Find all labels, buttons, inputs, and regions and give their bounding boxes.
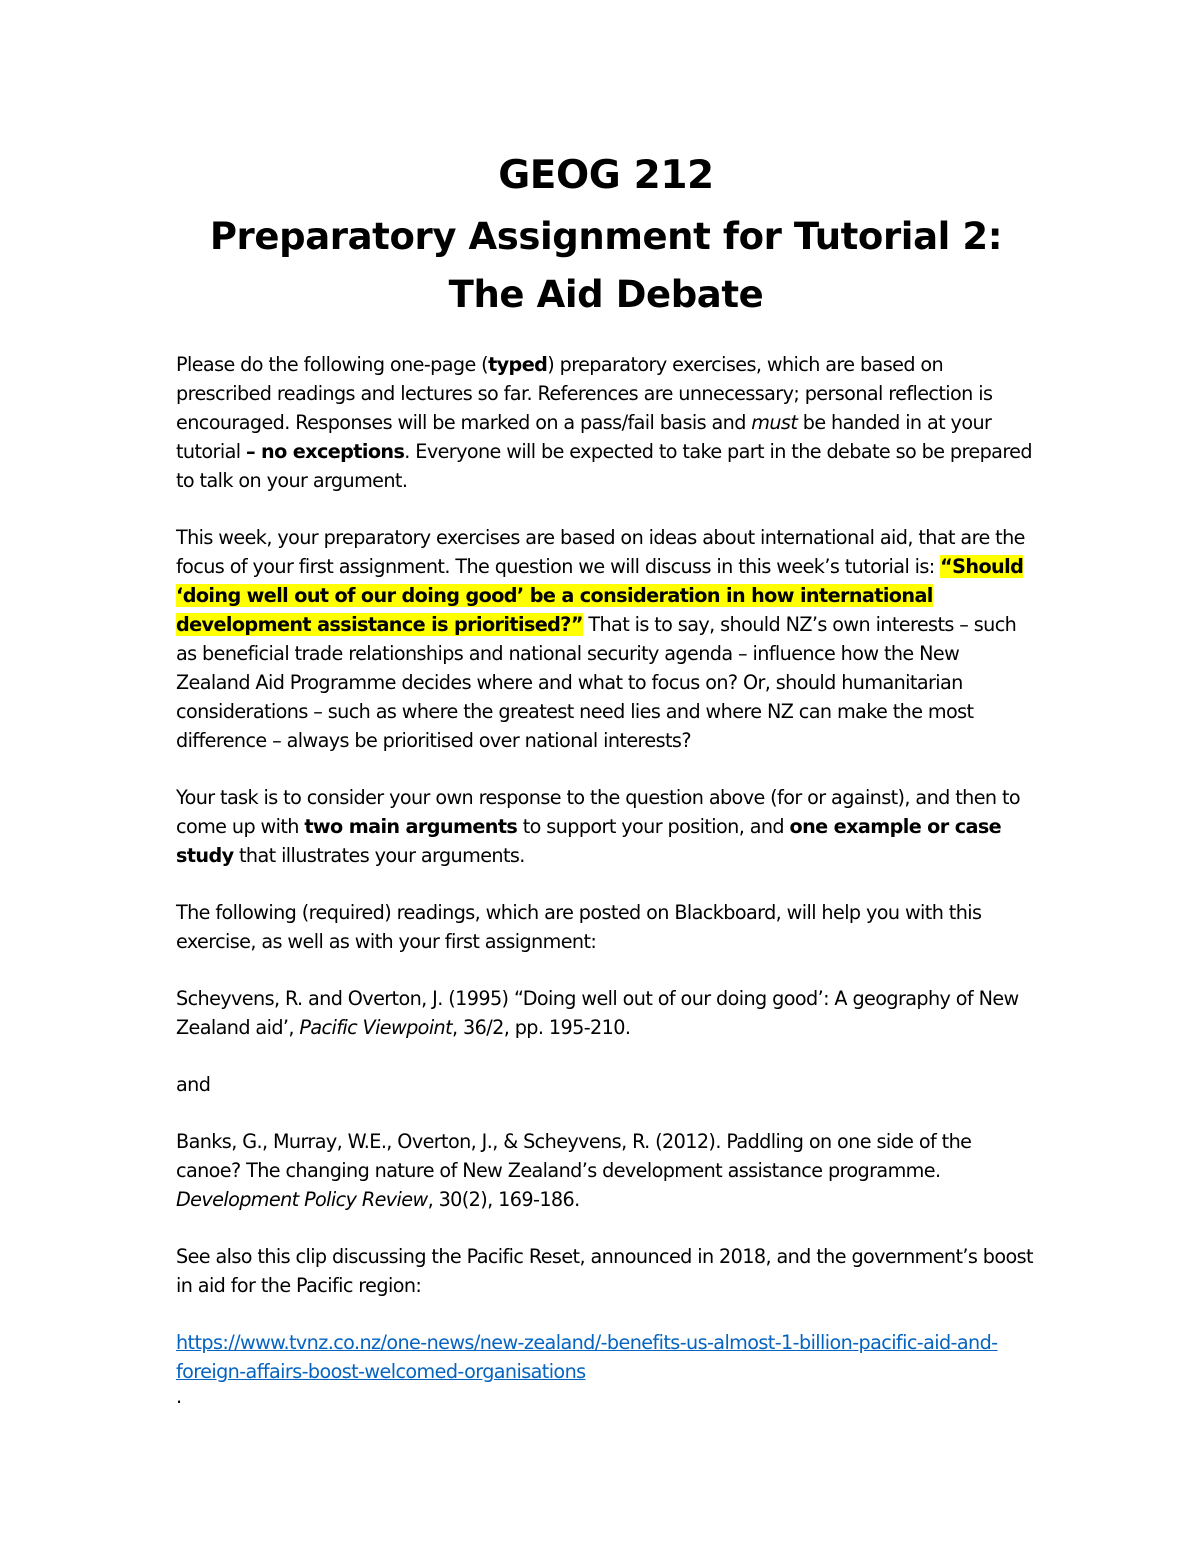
- text-run: that illustrates your arguments.: [233, 844, 525, 867]
- text-run: be handed in at your tutorial: [176, 411, 992, 463]
- text-run: Your task is to consider your own response to the question above (for or against), and then to come up with: [176, 786, 1021, 838]
- document-body: [176, 150, 1036, 1411]
- reference-2: [176, 1127, 1036, 1214]
- text-run: Scheyvens, R. and Overton, J. (1995) “Doing well out of our doing good’: A geography of New Zealand aid’,: [176, 987, 1019, 1039]
- text-run-bold: two main arguments: [304, 815, 518, 838]
- question-paragraph: [176, 523, 1036, 755]
- text-run-bold: typed: [488, 353, 548, 376]
- task-paragraph: [176, 783, 1036, 870]
- tvnz-link[interactable]: https://www.tvnz.co.nz/one-news/new-zealand/-benefits-us-almost-1-billion-pacific-aid-and-foreign-affairs-boost-welcomed-organisations: [176, 1331, 998, 1383]
- text-run: . Everyone will be expected to take part in the debate so be prepared to talk on your argument.: [176, 440, 1032, 492]
- readings-intro: The following (required) readings, which are posted on Blackboard, will help you with this exercise, as well as with your first assignment:: [176, 901, 982, 953]
- page-title: Preparatory Assignment for Tutorial 2: The Aid Debate: [209, 215, 1003, 316]
- course-code: GEOG 212: [498, 153, 714, 198]
- journal-title: Development Policy Review: [176, 1188, 428, 1211]
- highlighted-question: “Should ‘doing well out of our doing good’ be a consideration in how international development assistance is prioritised?”: [176, 555, 1024, 636]
- clip-paragraph: See also this clip discussing the Pacific Reset, announced in 2018, and the government’s boost in aid for the Pacific region:: [176, 1245, 1033, 1297]
- text-run: to support your position, and: [517, 815, 790, 838]
- text-run-bold: one example or case study: [176, 815, 1002, 867]
- text-run-bold: – no exceptions: [245, 440, 405, 463]
- text-run: Banks, G., Murray, W.E., Overton, J., & Scheyvens, R. (2012). Paddling on one side of the canoe? The changing nature of New Zealand’s development assistance programme.: [176, 1130, 972, 1182]
- title-block: [176, 150, 1036, 324]
- text-run-italic: must: [751, 411, 798, 434]
- trailing-dot: .: [176, 1385, 182, 1408]
- instructions-paragraph: [176, 350, 1036, 495]
- text-run: , 36/2, pp. 195-210.: [452, 1016, 631, 1039]
- journal-title: Pacific Viewpoint: [299, 1016, 453, 1039]
- text-run: , 30(2), 169-186.: [427, 1188, 580, 1211]
- reference-1: [176, 984, 1036, 1042]
- and-separator: and: [176, 1073, 211, 1096]
- text-run: ) preparatory exercises, which are based on prescribed readings and lectures so far. References are unnecessary; personal reflection is encouraged. Responses will be marked on a pass/fail basis and: [176, 353, 993, 434]
- text-run: This week, your preparatory exercises are based on ideas about international aid, that are the focus of your first assignment. The question we will discuss in this week’s tutorial is:: [176, 526, 1025, 578]
- link-paragraph: [176, 1328, 1036, 1386]
- text-run: That is to say, should NZ’s own interests – such as beneficial trade relationships and national security agenda – influence how the New Zealand Aid Programme decides where and what to focus on? Or, should humanitarian considerations – such as where the greatest need lies and where NZ can make the most difference – always be prioritised over national interests?: [176, 613, 1017, 752]
- text-run: Please do the following one-page (: [176, 353, 489, 376]
